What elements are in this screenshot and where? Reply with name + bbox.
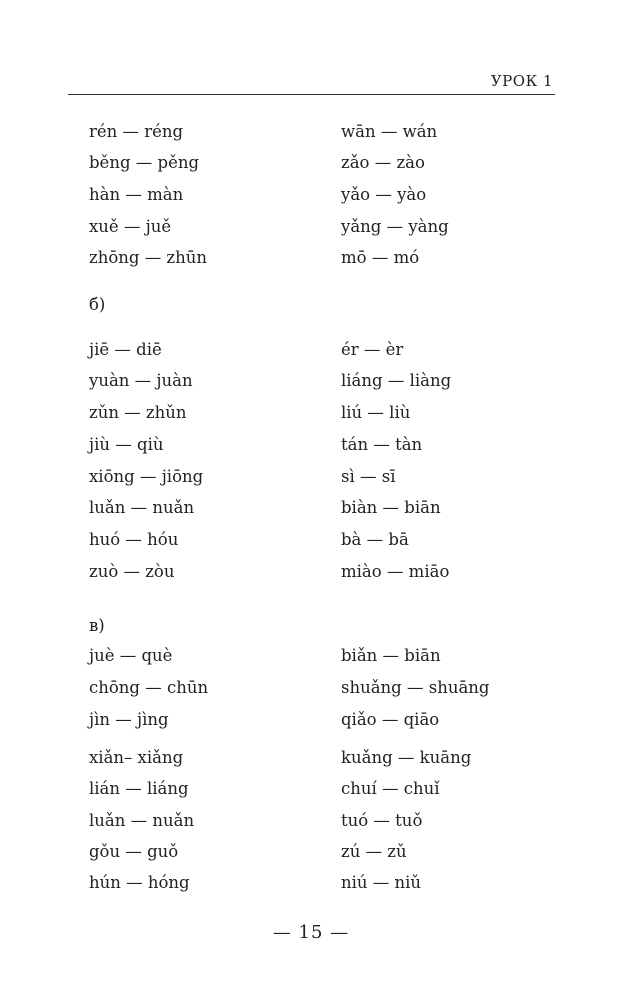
section-c-right-item: qiǎo — qiāo (341, 710, 440, 729)
section-a-right-item: zǎo — zào (341, 153, 425, 172)
section-b-right-item: ér — èr (341, 340, 404, 359)
section-a-left-item: hàn — màn (89, 185, 184, 204)
lesson-header-title: УРОК 1 (490, 72, 553, 90)
section-c-left-item: juè — què (89, 646, 173, 665)
section-b-left-item: huó — hóu (89, 530, 179, 549)
section-b-right-item: liú — liù (341, 403, 411, 422)
section-b-right-item: biàn — biān (341, 498, 441, 517)
section-b-label: б) (89, 295, 106, 314)
section-c-right-item: niú — niǔ (341, 873, 422, 892)
section-c-left-item: xiǎn– xiǎng (89, 748, 184, 767)
section-b-left-item: jiē — diē (89, 340, 162, 359)
section-c-left-item: hún — hóng (89, 873, 190, 892)
section-b-right-item: liáng — liàng (341, 371, 452, 390)
header-divider (68, 94, 555, 95)
section-a-left-item: xuě — juě (89, 217, 172, 236)
section-b-right-item: miào — miāo (341, 562, 450, 581)
section-c-right-item: chuí — chuǐ (341, 779, 440, 798)
section-b-left-item: jiù — qiù (89, 435, 164, 454)
section-c-label: в) (89, 616, 105, 635)
section-a-right-item: yǎng — yàng (341, 217, 449, 236)
section-c-left-item: gǒu — guǒ (89, 842, 179, 861)
section-c-left-item: chōng — chūn (89, 678, 209, 697)
section-a-left-item: zhōng — zhūn (89, 248, 208, 267)
section-b-right-item: tán — tàn (341, 435, 423, 454)
section-b-right-item: sì — sī (341, 467, 396, 486)
page-number: — 15 — (272, 922, 350, 943)
section-c-right-item: zú — zǔ (341, 842, 407, 861)
section-b-left-item: luǎn — nuǎn (89, 498, 195, 517)
section-a-left-item: rén — réng (89, 122, 184, 141)
section-a-right-item: yǎo — yào (341, 185, 427, 204)
section-c-right-item: tuó — tuǒ (341, 811, 423, 830)
section-b-left-item: zuò — zòu (89, 562, 175, 581)
section-c-right-item: kuǎng — kuāng (341, 748, 472, 767)
section-b-left-item: zǔn — zhǔn (89, 403, 187, 422)
section-c-right-item: shuǎng — shuāng (341, 678, 490, 697)
section-a-right-item: wān — wán (341, 122, 438, 141)
section-c-right-item: biǎn — biān (341, 646, 441, 665)
section-b-right-item: bà — bā (341, 530, 409, 549)
section-c-left-item: lián — liáng (89, 779, 189, 798)
section-a-right-item: mō — mó (341, 248, 420, 267)
section-c-left-item: jìn — jìng (89, 710, 169, 729)
section-b-left-item: xiōng — jiōng (89, 467, 204, 486)
section-b-left-item: yuàn — juàn (89, 371, 193, 390)
section-c-left-item: luǎn — nuǎn (89, 811, 195, 830)
section-a-left-item: běng — pěng (89, 153, 200, 172)
